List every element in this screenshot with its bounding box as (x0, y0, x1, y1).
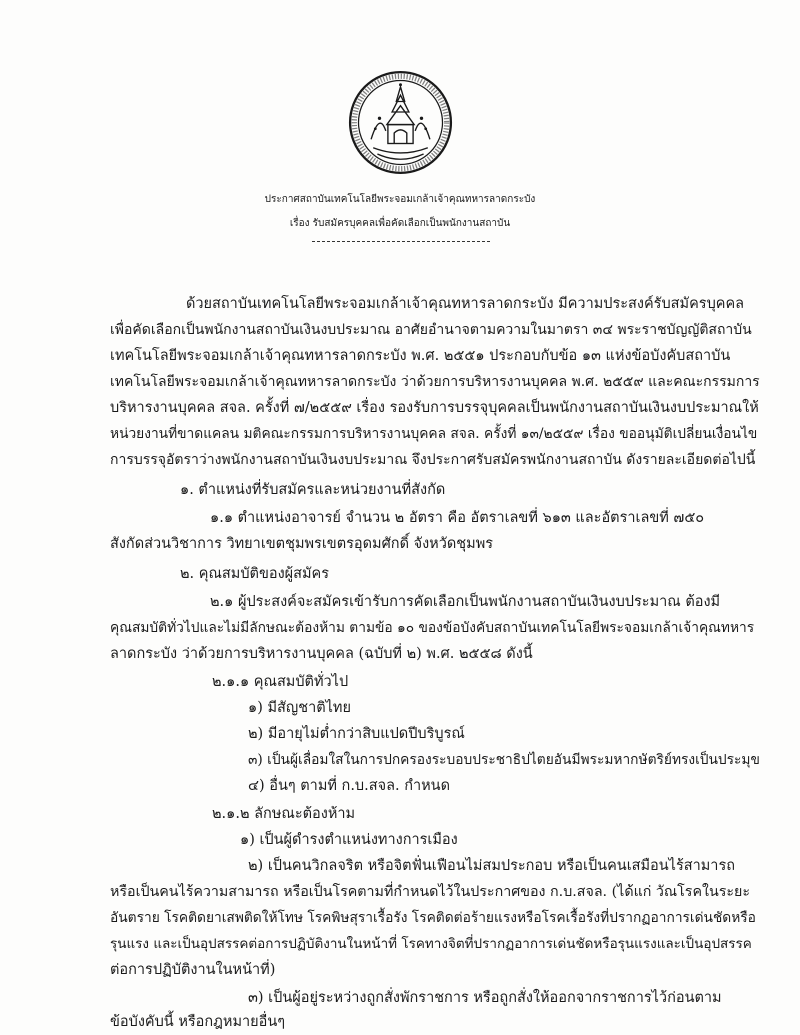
intro-line: เทคโนโลยีพระจอมเกล้าเจ้าคุณทหารลาดกระบัง ว่าด้วยการบริหารงานบุคคล พ.ศ. ๒๕๕๙ และคณะกรรมการ (110, 374, 760, 390)
institute-seal-icon (348, 70, 453, 175)
section-2-1-line: ๒.๑ ผู้ประสงค์จะสมัครเข้ารับการคัดเลือกเป็นพนักงานสถาบันเงินงบประมาณ ต้องมี (210, 594, 721, 610)
prohibition-item-line: อันตราย โรคติดยาเสพติดให้โทษ โรคพิษสุราเรื้อรัง โรคติดต่อร้ายแรงหรือโรคเรื้อรังที่ปรากฏอาการเด่นชัดหรือ (110, 910, 756, 926)
prohibition-item: ๓) เป็นผู้อยู่ระหว่างถูกสั่งพักราชการ หรือถูกสั่งให้ออกจากราชการไว้ก่อนตาม (248, 990, 722, 1006)
section-2-1-line: ลาดกระบัง ว่าด้วยการบริหารงานบุคคล (ฉบับที่ ๒) พ.ศ. ๒๕๕๘ ดังนี้ (110, 646, 533, 662)
section-1-1-line: สังกัดส่วนวิชาการ วิทยาเขตชุมพรเขตรอุดมศักดิ์ จังหวัดชุมพร (110, 536, 494, 552)
general-qualifications-heading: ๒.๑.๑ คุณสมบัติทั่วไป (212, 674, 349, 690)
announcement-title: ประกาศสถาบันเทคโนโลยีพระจอมเกล้าเจ้าคุณทหารลาดกระบัง (264, 194, 536, 205)
announcement-subject: เรื่อง รับสมัครบุคคลเพื่อคัดเลือกเป็นพนักงานสถาบัน (289, 218, 511, 229)
section-1-heading: ๑. ตำแหน่งที่รับสมัครและหน่วยงานที่สังกัด (180, 482, 446, 498)
prohibitions-heading: ๒.๑.๒ ลักษณะต้องห้าม (212, 806, 356, 822)
intro-line: การบรรจุอัตราว่างพนักงานสถาบันเงินงบประมาณ จึงประกาศรับสมัครพนักงานสถาบัน ดังรายละเอียดต่อไปนี้ (110, 452, 756, 468)
general-qualification-item: ๓) เป็นผู้เลื่อมใสในการปกครองระบอบประชาธิปไตยอันมีพระมหากษัตริย์ทรงเป็นประมุข (248, 752, 760, 768)
intro-line: เทคโนโลยีพระจอมเกล้าเจ้าคุณทหารลาดกระบัง พ.ศ. ๒๕๕๑ ประกอบกับข้อ ๑๓ แห่งข้อบังคับสถาบัน (110, 348, 731, 364)
prohibition-item: ๑) เป็นผู้ดำรงตำแหน่งทางการเมือง (240, 832, 458, 848)
title-separator (312, 241, 490, 242)
intro-line: หน่วยงานที่ขาดแคลน มติคณะกรรมการบริหารงานบุคคล สจล. ครั้งที่ ๑๓/๒๕๕๙ เรื่อง ขออนุมัติเปลี่ยนเงื่อนไข (110, 426, 758, 442)
section-2-1-line: คุณสมบัติทั่วไปและไม่มีลักษณะต้องห้าม ตามข้อ ๑๐ ของข้อบังคับสถาบันเทคโนโลยีพระจอมเกล้าเจ้าคุณทหาร (110, 620, 755, 636)
section-2-heading: ๒. คุณสมบัติของผู้สมัคร (180, 566, 330, 582)
prohibition-item: ๒) เป็นคนวิกลจริต หรือจิตฟั่นเฟือนไม่สมประกอบ หรือเป็นคนเสมือนไร้สามารถ (248, 858, 736, 874)
general-qualification-item: ๒) มีอายุไม่ต่ำกว่าสิบแปดปีบริบูรณ์ (248, 726, 465, 742)
general-qualification-item: ๑) มีสัญชาติไทย (248, 700, 351, 716)
section-1-1-line: ๑.๑ ตำแหน่งอาจารย์ จำนวน ๒ อัตรา คือ อัตราเลขที่ ๖๑๓ และอัตราเลขที่ ๗๕๐ (210, 510, 705, 526)
prohibition-item-line: หรือเป็นคนไร้ความสามารถ หรือเป็นโรคตามที่กำหนดไว้ในประกาศของ ก.บ.สจล. (ได้แก่ วัณโรคในระยะ (110, 884, 751, 900)
prohibition-item-line: ข้อบังคับนี้ หรือกฎหมายอื่นๆ (110, 1014, 286, 1030)
intro-line: บริหารงานบุคคล สจล. ครั้งที่ ๗/๒๕๕๙ เรื่อง รองรับการบรรจุบุคคลเป็นพนักงานสถาบันเงินงบประมาณให้ (110, 400, 759, 416)
intro-line: เพื่อคัดเลือกเป็นพนักงานสถาบันเงินงบประมาณ อาศัยอำนาจตามความในมาตรา ๓๔ พระราชบัญญัติสถาบัน (110, 322, 752, 338)
general-qualification-item: ๔) อื่นๆ ตามที่ ก.บ.สจล. กำหนด (248, 778, 451, 794)
intro-line: ด้วยสถาบันเทคโนโลยีพระจอมเกล้าเจ้าคุณทหารลาดกระบัง มีความประสงค์รับสมัครบุคคล (186, 296, 745, 312)
prohibition-item-line: รุนแรง และเป็นอุปสรรคต่อการปฏิบัติงานในหน้าที่ โรคทางจิตที่ปรากฏอาการเด่นชัดหรือรุนแรงและเป็นอุปสรรค (110, 936, 752, 952)
prohibition-item-line: ต่อการปฏิบัติงานในหน้าที่) (110, 962, 276, 978)
